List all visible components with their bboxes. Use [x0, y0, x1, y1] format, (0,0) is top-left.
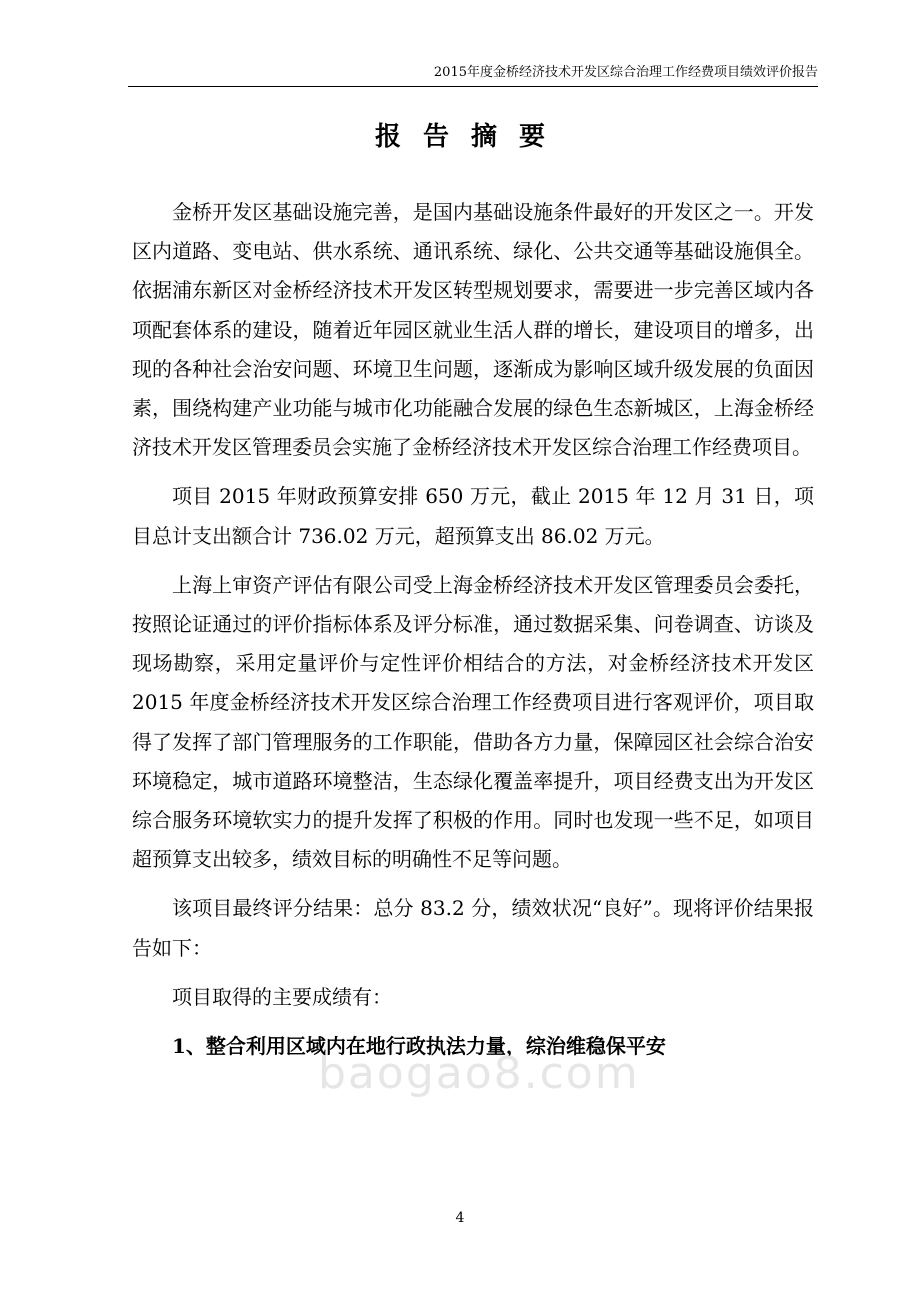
- section-heading-1: 1、整合利用区域内在地行政执法力量，综治维稳保平安: [172, 1034, 666, 1059]
- page-title: 报告摘要: [374, 122, 567, 152]
- page-number: 4: [455, 1210, 465, 1226]
- report-body: [132, 193, 814, 1076]
- paragraph-evaluation: 上海上审资产评估有限公司受上海金桥经济技术开发区管理委员会委托，按照论证通过的评价指标体系及评分标准，通过数据采集、问卷调查、访谈及现场勘察，采用定量评价与定性评价相结合的方法，对金桥经济技术开发区 2015 年度金桥经济技术开发区综合治理工作经费项目进行客观评价，项目取得了发挥了部门管理服务的工作职能，借助各方力量，保障园区社会综合治安环境稳定，城市道路环境整洁，生态绿化覆盖率提升，项目经费支出为开发区综合服务环境软实力的提升发挥了积极的作用。同时也发现一些不足，如项目超预算支出较多，绩效目标的明确性不足等问题。: [132, 572, 814, 872]
- paragraph-score: 该项目最终评分结果：总分 83.2 分，绩效状况“良好”。现将评价结果报告如下：: [132, 896, 814, 960]
- running-header: 2015年度金桥经济技术开发区综合治理工作经费项目绩效评价报告: [128, 62, 818, 87]
- paragraph-achievements-intro: 项目取得的主要成绩有：: [172, 984, 392, 1009]
- paragraph-budget: 项目 2015 年财政预算安排 650 万元，截止 2015 年 12 月 31 日，项目总计支出额合计 736.02 万元，超预算支出 86.02 万元。: [132, 484, 814, 548]
- watermark: baogao8.com: [318, 1048, 640, 1099]
- paragraph-background: 金桥开发区基础设施完善，是国内基础设施条件最好的开发区之一。开发区内道路、变电站、供水系统、通讯系统、绿化、公共交通等基础设施俱全。依据浦东新区对金桥经济技术开发区转型规划要求，需要进一步完善区域内各项配套体系的建设，随着近年园区就业生活人群的增长，建设项目的增多，出现的各种社会治安问题、环境卫生问题，逐渐成为影响区域升级发展的负面因素，围绕构建产业功能与城市化功能融合发展的绿色生态新城区，上海金桥经济技术开发区管理委员会实施了金桥经济技术开发区综合治理工作经费项目。: [132, 200, 814, 460]
